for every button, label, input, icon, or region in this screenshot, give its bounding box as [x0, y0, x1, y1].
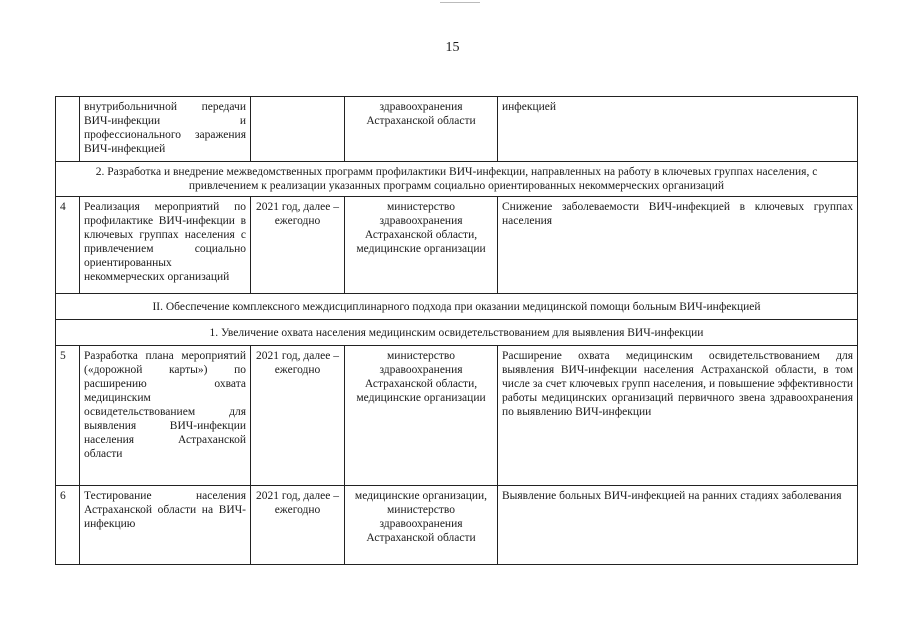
table-row-4 — [56, 197, 858, 294]
cell-measure-name: внутрибольничной передачи ВИЧ-инфекции и профессионального заражения ВИЧ-инфекцией — [80, 97, 251, 162]
cell-number: 5 — [56, 346, 80, 486]
cell-term: 2021 год, далее – ежегодно — [251, 486, 345, 565]
cell-number — [56, 97, 80, 162]
section-heading-II: II. Обеспечение комплексного междисциплинарного подхода при оказании медицинской помощи больным ВИЧ-инфекцией — [56, 294, 858, 320]
cell-result: инфекцией — [498, 97, 858, 162]
cell-executor: министерство здравоохранения Астраханской области, медицинские организации — [345, 346, 498, 486]
cell-measure-name: Тестирование населения Астраханской области на ВИЧ-инфекцию — [80, 486, 251, 565]
cell-term — [251, 97, 345, 162]
section-row-II — [56, 294, 858, 320]
measures-table — [55, 96, 858, 565]
cell-term: 2021 год, далее – ежегодно — [251, 346, 345, 486]
top-rule — [440, 2, 480, 3]
table-row-5 — [56, 346, 858, 486]
cell-number: 4 — [56, 197, 80, 294]
cell-executor: здравоохранения Астраханской области — [345, 97, 498, 162]
section-heading-2: 2. Разработка и внедрение межведомственных программ профилактики ВИЧ-инфекции, направленных на работу в ключевых группах населения, с привлечением к реализации указанных программ социально ориентированных некоммерческих организаций — [56, 162, 858, 197]
section-row-1 — [56, 320, 858, 346]
table-row-6 — [56, 486, 858, 565]
page-number: 15 — [445, 40, 460, 55]
cell-result: Снижение заболеваемости ВИЧ-инфекцией в ключевых группах населения — [498, 197, 858, 294]
cell-measure-name: Реализация мероприятий по профилактике ВИЧ-инфекции в ключевых группах населения с привлечением социально ориентированных некоммерческих организаций — [80, 197, 251, 294]
cell-number: 6 — [56, 486, 80, 565]
cell-executor: медицинские организации, министерство здравоохранения Астраханской области — [345, 486, 498, 565]
cell-result: Расширение охвата медицинским освидетельствованием для выявления ВИЧ-инфекции населения Астраханской области, в том числе за счет ключевых групп населения, и повышение эффективности работы медицинских организаций первичного звена здравоохранения по выявлению ВИЧ-инфекции — [498, 346, 858, 486]
section-heading-1: 1. Увеличение охвата населения медицинским освидетельствованием для выявления ВИЧ-инфекции — [56, 320, 858, 346]
section-row-2 — [56, 162, 858, 197]
cell-measure-name: Разработка плана мероприятий («дорожной карты») по расширению охвата медицинским освидетельствованием для выявления ВИЧ-инфекции населения Астраханской области — [80, 346, 251, 486]
cell-executor: министерство здравоохранения Астраханской области, медицинские организации — [345, 197, 498, 294]
cell-term: 2021 год, далее – ежегодно — [251, 197, 345, 294]
table-row-continuation — [56, 97, 858, 162]
cell-result: Выявление больных ВИЧ-инфекцией на ранних стадиях заболевания — [498, 486, 858, 565]
